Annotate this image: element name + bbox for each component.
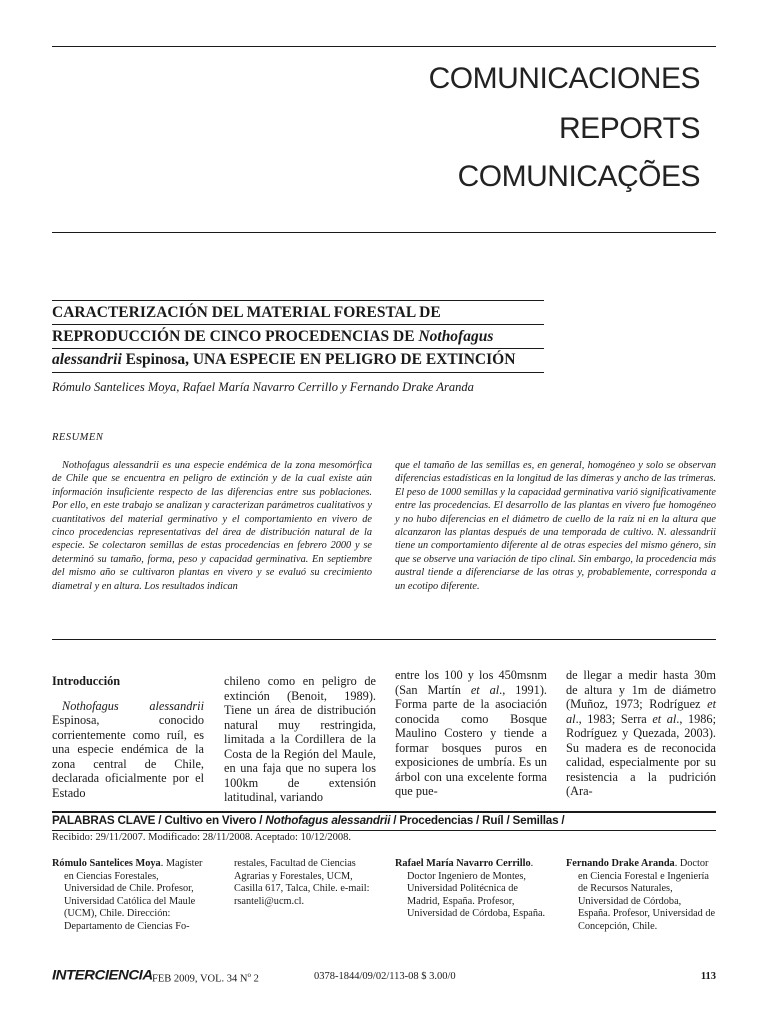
abstract-bottom-rule — [52, 639, 716, 640]
col3-etal: et al — [470, 682, 500, 697]
title-line3-text: Espinosa, UNA ESPECIE EN PELIGRO DE EXTINCIÓN — [121, 351, 516, 368]
issue-info — [152, 971, 259, 985]
title-rule-1 — [52, 300, 544, 301]
header-comunicaciones: COMUNICACIONES — [428, 62, 700, 95]
affiliation-3-name: Fernando Drake Aranda — [566, 858, 675, 869]
article-title-line2 — [52, 328, 493, 346]
title-rule-4 — [52, 372, 544, 373]
col4-part-e: ., 1986; Rodríguez y Quezada, 2003). Su madera es de reconocida calidad, especialmente por su resistencia a la pudrición (Ara- — [566, 711, 716, 798]
affiliation-1-name: Rómulo Santelices Moya — [52, 858, 161, 869]
issue-text: FEB 2009, VOL. 34 N — [152, 973, 248, 985]
authors: Rómulo Santelices Moya, Rafael María Navarro Cerrillo y Fernando Drake Aranda — [52, 380, 474, 394]
title-genus: Nothofagus — [418, 328, 494, 345]
body-col1-text — [52, 699, 204, 801]
body-col2-text: chileno como en peligro de extinción (Benoit, 1989). Tiene un área de distribución natural muy restringida, limitada a la Cordillera de la Costa de la Región del Maule, en una faja que no supera los 100km de extensión latitudinal, variando — [224, 674, 376, 804]
affiliation-3 — [566, 858, 716, 934]
keywords-part-c: / Procedencias / Ruíl / Semillas / — [390, 814, 565, 827]
keywords — [52, 814, 564, 827]
affiliation-1-continued — [234, 858, 376, 908]
page-number: 113 — [700, 971, 716, 982]
affiliation-3-details: . Doctor en Ciencia Forestal e Ingeniería de Recursos Naturales, Universidad de Córdoba, España. Profesor, Universidad de Concepción, Chile. — [578, 858, 716, 932]
top-rule — [52, 46, 716, 47]
body-col-3 — [395, 668, 547, 799]
title-rule-3 — [52, 348, 544, 349]
title-line2-text: REPRODUCCIÓN DE CINCO PROCEDENCIAS DE — [52, 328, 419, 345]
abstract-right — [395, 459, 716, 593]
affiliation-1-details: . Magíster en Ciencias Forestales, Universidad de Chile. Profesor, Universidad Católica del Maule (UCM), Chile. Dirección: Departamento de Ciencias Fo- — [64, 858, 203, 932]
col4-part-a: de llegar a medir hasta 30m de altura y 1m de diámetro (Muñoz, 1973; Rodríguez — [566, 668, 716, 711]
article-title-line3 — [52, 351, 515, 369]
body-col-4 — [566, 668, 716, 799]
body-col-1 — [52, 674, 204, 800]
affiliation-1-text — [52, 858, 204, 934]
affiliation-1-cont-text: restales, Facultad de Ciencias Agrarias y Forestales, UCM, Casilla 617, Talca, Chile. e-mail: rsanteli@ucm.cl. — [234, 858, 370, 907]
keywords-species: Nothofagus alessandrii — [265, 814, 391, 827]
issue-number: 2 — [250, 973, 259, 985]
header-bottom-rule — [52, 232, 716, 233]
body-col-2 — [224, 674, 376, 805]
col3-part-c: ., 1991). Forma parte de la asociación conocida como Bosque Maulino Costero y tiende a formar bosques puros en exposiciones de umbría. Es un árbol con una excelente forma que pue- — [395, 682, 547, 798]
col4-etal-1: et al — [566, 697, 716, 726]
affiliation-3-text — [566, 858, 716, 934]
abstract-left-text: Nothofagus alessandrii es una especie endémica de la zona mesomórfica de Chile que se encuentra en peligro de extinción y de la cual existe aún información insuficiente respecto de las diferencias entre sus poblaciones. Por ello, en este trabajo se analizan y caracterizan parámetros cualitativos y cuantitativos del material germinativo y el comportamiento en vivero de cinco procedencias representativas del área de distribución natural de la especie. Se colectaron semillas de estas procedencias en febrero 2000 y se determinó su tamaño, forma, peso y capacidad germinativa. En septiembre del mismo año se cultivaron plantas en vivero y se evaluó su crecimiento diametral y en altura. Los resultados indican — [52, 460, 372, 592]
received-dates: Recibido: 29/11/2007. Modificado: 28/11/2008. Aceptado: 10/12/2008. — [52, 832, 352, 843]
issue-sup: o — [247, 971, 251, 979]
body-col3-text — [395, 668, 547, 799]
col4-part-c: ., 1983; Serra — [575, 711, 653, 726]
affiliation-2-text — [395, 858, 547, 921]
abstract-left — [52, 459, 372, 593]
interciencia-logo: INTERCIENCIA — [52, 967, 153, 984]
article-title-line1: CARACTERIZACIÓN DEL MATERIAL FORESTAL DE — [52, 304, 441, 321]
body-col1-rest: Espinosa, conocido corrientemente como ruíl, es una especie endémica de la zona central de Chile, declarada oficialmente por el Estado — [52, 713, 204, 800]
abstract-right-text: que el tamaño de las semillas es, en general, homogéneo y solo se observan diferencias estadísticas en la longitud de las dímeras y ancho de las trímeras. El peso de 1000 semillas y la capacidad germinativa varió significativamente entre las procedencias. El desarrollo de las plantas en vivero fue homogéneo y no hubo diferencias en el diámetro de cuello de la raíz ni en la altura que alcanzaron las plantas después de una temporada de cultivo. N. alessandrii tiene un comportamiento diferente al de otras especies del mismo género, sin que se observe una variación de tipo clinal. Sin embargo, la procedencia más austral tiende a diferenciarse de las otras y, probablemente, corresponda a un ecotipo diferente. — [395, 460, 716, 592]
affiliation-2-details: . Doctor Ingeniero de Montes, Universidad Politécnica de Madrid, España. Profesor, Universidad de Córdoba, España. — [407, 858, 546, 920]
body-species: Nothofagus alessandrii — [62, 698, 204, 713]
col4-etal-2: et al — [652, 711, 677, 726]
header-reports: REPORTS — [559, 112, 700, 145]
affiliation-2 — [395, 858, 547, 921]
intro-heading: Introducción — [52, 674, 121, 688]
body-col4-text — [566, 668, 716, 799]
issn: 0378-1844/09/02/113-08 $ 3.00/0 — [314, 971, 456, 982]
keywords-part-a: PALABRAS CLAVE / Cultivo en Vivero / — [52, 814, 266, 827]
col3-part-a: entre los 100 y los 450msnm (San Martín — [395, 668, 547, 697]
affiliation-1 — [52, 858, 204, 934]
title-species: alessandrii — [52, 351, 122, 368]
affiliation-2-name: Rafael María Navarro Cerrillo — [395, 858, 531, 869]
title-rule-2 — [52, 324, 544, 325]
keywords-top-rule — [52, 811, 716, 813]
header-comunicacoes: COMUNICAÇÕES — [457, 160, 700, 193]
keywords-bottom-rule — [52, 830, 716, 831]
resumen-heading: RESUMEN — [52, 432, 104, 443]
